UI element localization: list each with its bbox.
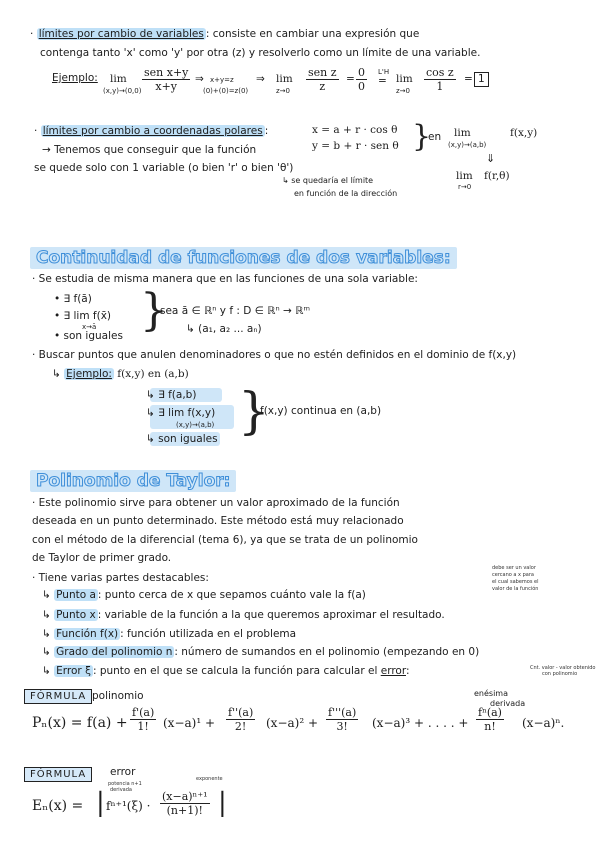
s2-title: límites por cambio a coordenadas polares (42, 125, 263, 137)
s1-arrow-1: ⇒ (195, 73, 204, 85)
s2-lim-2: lim (456, 170, 473, 182)
taylor-term-3-den: 3! (336, 720, 348, 733)
s4-side-note-1: debe ser un valor (492, 565, 536, 571)
error-lhs: Eₙ(x) = (32, 798, 84, 814)
s1-substitution-2: (0)+(0)=z(0) (203, 87, 249, 95)
s1-frac-3 (424, 66, 456, 93)
s4-item-5: ↳ Error ξ : punto en el que se calcula la función para calcular el error: (42, 665, 410, 677)
taylor-term-n (476, 706, 504, 733)
taylor-term-n-num: fⁿ(a) (478, 706, 502, 719)
s4-para-1: · Este polinomio sirve para obtener un valor aproximado de la función (32, 497, 400, 509)
s2-line-1: → Tenemos que conseguir que la función (42, 144, 257, 156)
s1-example-label: Ejemplo: (52, 72, 98, 84)
s4-item-4-label: Grado del polinomio n (56, 646, 173, 658)
s1-lim-2-sub: z→0 (276, 87, 290, 95)
s1-lim-1: lim (110, 73, 127, 85)
error-abs-right: | (218, 788, 227, 818)
s4-heading: Polinomio de Taylor: (30, 470, 236, 492)
s1-zero-num: 0 (358, 66, 365, 79)
s4-side-note-3: el cual sabemos el (492, 579, 539, 585)
s3-example-text: f(x,y) en (a,b) (117, 368, 189, 380)
s4-enesima-2: derivada (490, 699, 526, 708)
s1-zero-den: 0 (358, 80, 365, 93)
s4-formula-label: FÓRMULA (24, 689, 92, 704)
s1-eq-1: = (346, 73, 355, 85)
taylor-term-3-num: f'''(a) (328, 706, 357, 719)
s3-cond-k2-sub: (x,y)→(a,b) (176, 421, 215, 429)
s3-cond-2: • ∃ lim f(x̄) (54, 310, 112, 322)
s3-buscar: · Buscar puntos que anulen denominadores o que no estén definidos en el dominio de f(x,y) (32, 349, 517, 361)
s1-zero-over-zero (356, 66, 367, 93)
s1-title: límites por cambio de variables (38, 28, 204, 40)
s2-note-2: en función de la dirección (294, 189, 398, 198)
s4-para-2: deseada en un punto determinado. Este método está muy relacionado (32, 515, 404, 527)
s2-func-2: f(r,θ) (484, 170, 510, 182)
s3-heading: Continuidad de funciones de dos variables: (30, 247, 457, 269)
s4-item-3-text: : función utilizada en el problema (120, 628, 297, 640)
s3-cond-k1: ↳ ∃ f(a,b) (146, 389, 197, 401)
taylor-term-2-den: 2! (234, 720, 247, 733)
error-frac-den: (n+1)! (166, 804, 203, 817)
taylor-lhs: Pₙ(x) = f(a) + (32, 715, 128, 731)
s4-parts-intro: · Tiene varias partes destacables: (32, 572, 209, 584)
s3-cond-k3: ↳ son iguales (146, 433, 218, 445)
s4-para-3: con el método de la diferencial (tema 6), ya que se trata de un polinomio (32, 534, 418, 546)
s4-item-2: ↳ Punto x : variable de la función a la que queremos aproximar el resultado. (42, 609, 445, 621)
s4-item-2-text: : variable de la función a la que queremos aproximar el resultado. (97, 609, 445, 621)
s4-error-title: error (110, 766, 136, 778)
taylor-term-1-den: 1! (137, 720, 149, 733)
taylor-term-1 (130, 706, 156, 733)
s4-formula-word: polinomio (92, 690, 144, 702)
s1-eq-lh: = (378, 75, 387, 87)
s4-e-note-1: potencia n+1 (108, 781, 142, 787)
s3-example-label: Ejemplo: (66, 368, 112, 380)
s4-side-note-4: valor de la función (492, 586, 539, 592)
s3-cond-3: • son iguales (54, 330, 123, 342)
s4-e-note-3: exponente (196, 776, 223, 782)
s2-eq-y: y = b + r · sen θ (312, 140, 399, 152)
taylor-term-2-num: f''(a) (228, 706, 254, 719)
taylor-term-1-x: (x−a)¹ + (163, 716, 216, 730)
s4-formula2-label: FÓRMULA (24, 767, 92, 782)
s4-item-3-label: Función f(x) (56, 628, 119, 640)
taylor-term-2 (226, 706, 255, 733)
s4-item-1-label: Punto a (56, 589, 96, 601)
s1-frac-2-den: z (319, 80, 326, 93)
error-deriv: fⁿ⁺¹(ξ) · (106, 799, 151, 813)
s1-line-a: · límites por cambio de variables : consiste en cambiar una expresión que (30, 28, 420, 40)
s4-error-word: error (380, 665, 406, 677)
s4-error-note-1: Cnt. valor - valor obtenido (530, 665, 596, 671)
s2-brace: } (412, 119, 432, 154)
taylor-term-3-x: (x−a)³ + . . . . + (372, 716, 469, 730)
taylor-term-2-x: (x−a)² + (266, 716, 319, 730)
taylor-term-n-x: (x−a)ⁿ. (522, 716, 565, 730)
s4-item-5-label: Error ξ (56, 665, 91, 677)
s4-error-note-2: con polinomio (542, 671, 578, 677)
s1-eq-2: = (464, 73, 473, 85)
s1-arrow-2: ⇒ (256, 73, 265, 85)
error-frac (160, 790, 210, 817)
error-frac-num: (x−a)ⁿ⁺¹ (162, 790, 208, 803)
s2-note-1: ↳ se quedaría el límite (282, 176, 374, 185)
s2-colon: : (264, 125, 269, 137)
s2-lim-sub: (x,y)→(a,b) (448, 141, 487, 149)
s2-title-line: · límites por cambio a coordenadas polares : (34, 125, 269, 137)
s3-cond-2-sub: x→ā (82, 323, 97, 331)
s4-item-3: ↳ Función f(x) : función utilizada en el problema (42, 628, 297, 640)
s3-brace-2: } (238, 382, 270, 440)
s4-side-note-2: cercano a x para (492, 572, 534, 578)
taylor-term-n-den: n! (484, 720, 496, 733)
s1-lim-3-sub: z→0 (396, 87, 410, 95)
s1-lim-1-sub: (x,y)→(0,0) (103, 87, 142, 95)
s1-lhopital: L'H (378, 68, 390, 76)
s4-item-5-text: : punto en el que se calcula la función para calcular el (92, 665, 378, 677)
s4-item-1: ↳ Punto a : punto cerca de x que sepamos cuánto vale la f(a) (42, 589, 366, 601)
s2-down-arrow: ⇓ (486, 152, 496, 165)
s4-e-note-2: derivada (110, 787, 132, 793)
s2-en: en (428, 131, 442, 143)
s4-item-4: ↳ Grado del polinomio n : número de sumandos en el polinomio (empezando en 0) (42, 646, 480, 658)
s3-conclusion: f(x,y) continua en (a,b) (260, 405, 382, 417)
s3-tuple: ↳ (a₁, a₂ ... aₙ) (186, 323, 262, 335)
s2-eq-x: x = a + r · cos θ (312, 124, 398, 136)
s2-line-2: se quede solo con 1 variable (o bien 'r' o bien 'θ') (34, 162, 294, 174)
s3-brace-1: } (140, 285, 168, 336)
s1-frac-3-num: cos z (426, 66, 454, 79)
s1-lim-3: lim (396, 73, 413, 85)
s3-sea: sea ā ∈ ℝⁿ y f : D ∈ ℝⁿ → ℝᵐ (160, 305, 310, 317)
s3-intro: · Se estudia de misma manera que en las funciones de una sola variable: (32, 273, 418, 285)
s1-frac-1-num: sen x+y (144, 66, 189, 79)
s1-substitution: x+y=z (210, 76, 234, 84)
s1-frac-1-den: x+y (155, 80, 177, 93)
s3-example: ↳ Ejemplo: f(x,y) en (a,b) (52, 368, 189, 380)
s4-item-2-label: Punto x (56, 609, 96, 621)
s2-lim-2-sub: r→0 (458, 183, 472, 191)
error-abs-left: | (96, 788, 105, 818)
taylor-term-1-num: f'(a) (132, 706, 155, 719)
s1-frac-2-num: sen z (308, 66, 337, 79)
s2-func: f(x,y) (510, 127, 538, 139)
s4-enesima-1: enésima (474, 689, 508, 698)
s4-para-4: de Taylor de primer grado. (32, 552, 172, 564)
s3-cond-1: • ∃ f(ā) (54, 293, 92, 305)
s4-item-4-text: : número de sumandos en el polinomio (empezando en 0) (174, 646, 480, 658)
s1-frac-3-den: 1 (436, 80, 444, 93)
s1-desc-b: contenga tanto 'x' como 'y' por otra (z) y resolverlo como un límite de una variable. (40, 47, 481, 59)
s1-frac-1 (142, 66, 190, 93)
s1-result-box: 1 (474, 72, 489, 87)
s1-lim-2: lim (276, 73, 293, 85)
s1-frac-2 (306, 66, 339, 93)
s4-item-1-text: : punto cerca de x que sepamos cuánto vale la f(a) (97, 589, 366, 601)
s2-lim: lim (454, 127, 471, 139)
s1-desc-a: : consiste en cambiar una expresión que (205, 28, 420, 40)
s3-cond-k2: ↳ ∃ lim f(x,y) (146, 407, 216, 419)
taylor-term-3 (326, 706, 358, 733)
